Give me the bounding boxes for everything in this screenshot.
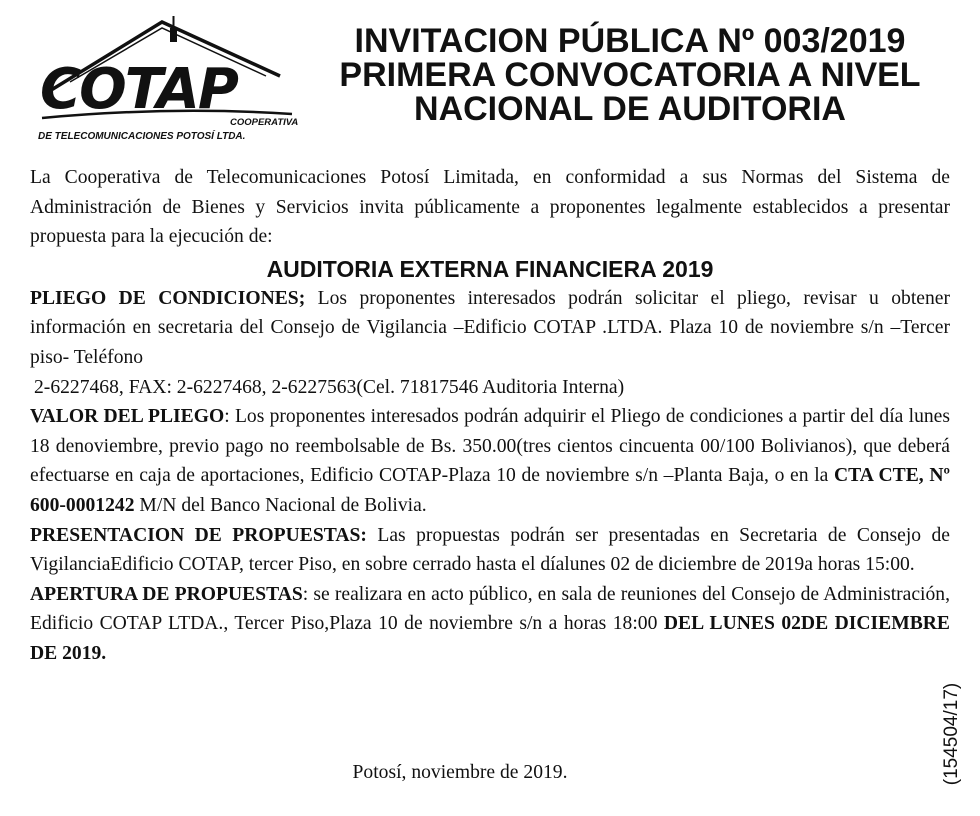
place-date: Potosí, noviembre de 2019. xyxy=(352,762,568,783)
pliego-label: PLIEGO DE CONDICIONES; xyxy=(30,287,306,309)
valor-paragraph xyxy=(30,402,950,520)
notice-title xyxy=(300,24,960,126)
logo-cooperativa: COOPERATIVA xyxy=(230,117,299,128)
valor-account: CTA CTE, Nº 600-0001242 xyxy=(30,465,950,516)
pliego-phones: 2-6227468, FAX: 2-6227468, 2-6227563(Cel. 71817546 Auditoria Interna) xyxy=(34,376,625,398)
presentacion-label: PRESENTACION DE PROPUESTAS: xyxy=(30,524,367,546)
presentacion-text: Las propuestas podrán ser presentadas en Secretaria de Consejo de VigilanciaEdificio COTAP, tercer Piso, en sobre cerrado hasta el díalunes 02 de diciembre de 2019a horas 15:00. xyxy=(30,524,951,576)
intro-paragraph: La Cooperativa de Telecomunicaciones Potosí Limitada, en conformidad a sus Normas del Sistema de Administración de Bienes y Servicios invita públicamente a proponentes legalmente establecidos a presentar propuesta para la ejecución de: xyxy=(30,167,950,248)
logo-subtitle: DE TELECOMUNICACIONES POTOSÍ LTDA. xyxy=(38,131,246,142)
logo-wordmark: COTAP xyxy=(40,57,237,122)
presentacion-paragraph xyxy=(30,521,950,580)
title-line-3: NACIONAL DE AUDITORIA xyxy=(414,90,846,128)
pliego-text: Los proponentes interesados podrán solicitar el pliego, revisar u obtener información en secretaria del Consejo de Vigilancia –Edificio COTAP .LTDA. Plaza 10 de noviembre s/n –Tercer piso- Teléfono xyxy=(30,287,951,368)
notice-body xyxy=(30,163,950,669)
valor-tail: M/N del Banco Nacional de Bolivia. xyxy=(134,494,427,516)
title-line-1: INVITACION PÚBLICA Nº 003/2019 xyxy=(354,22,906,60)
valor-label: VALOR DEL PLIEGO xyxy=(30,406,225,428)
apertura-label: APERTURA DE PROPUESTAS xyxy=(30,583,303,605)
notice-code xyxy=(930,664,974,804)
title-line-2: PRIMERA CONVOCATORIA A NIVEL xyxy=(339,56,921,94)
service-heading: AUDITORIA EXTERNA FINANCIERA 2019 xyxy=(266,255,714,282)
apertura-date: DEL LUNES 02DE DICIEMBRE DE 2019. xyxy=(30,613,951,664)
apertura-text: : se realizara en acto público, en sala de reuniones del Consejo de Administración, Edificio COTAP LTDA., Tercer Piso,Plaza 10 de noviembre s/n a horas 18:00 xyxy=(30,583,950,635)
pliego-paragraph xyxy=(30,284,950,373)
cotap-logo xyxy=(30,14,300,142)
notice-code-text: (154504/17) xyxy=(941,682,962,786)
valor-text: : Los proponentes interesados podrán adquirir el Pliego de condiciones a partir del día lunes 18 denoviembre, previo pago no reembolsable de Bs. 350.00(tres cientos cincuenta 00/100 Bolivianos), que deberá efectuarse en caja de aportaciones, Edificio COTAP-Plaza 10 de noviembre s/n –Planta Baja, o en la xyxy=(30,406,950,487)
apertura-paragraph xyxy=(30,580,950,669)
